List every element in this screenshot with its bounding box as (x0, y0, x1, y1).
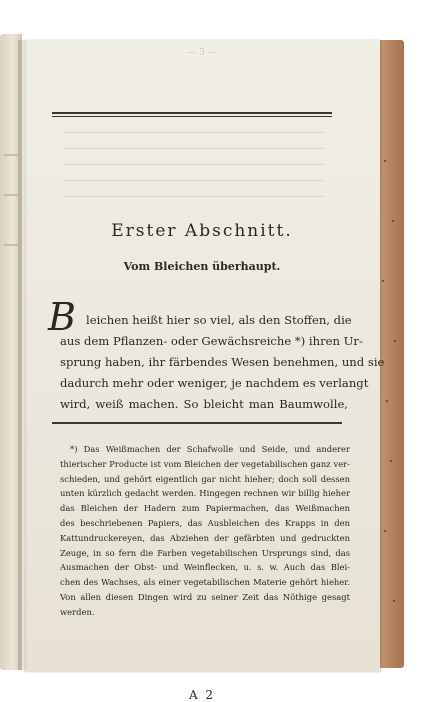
drop-cap: B (48, 295, 76, 339)
gutter-shadow (18, 40, 28, 670)
top-rule (52, 112, 332, 114)
footnote-line: *) Das Weißmachen der Schafwolle und Seide, und anderer (70, 444, 350, 454)
body-line: leichen heißt hier so viel, als den Stoffen, die (86, 313, 352, 327)
footnote-line: Zeuge, in so fern die Farben vegetabilischen Ursprungs sind, das (60, 547, 350, 558)
footnote-line: chen des Wachses, als einer vegetabilischen Materie gehört hieher. (60, 577, 350, 588)
footnote-line: Kattundruckereyen, das Abziehen der gefärbten und gedruckten (60, 532, 350, 543)
footnote-line: werden. (60, 606, 95, 617)
footnote-line: des beschriebenen Papiers, das Ausbleichen des Krapps in den (60, 517, 350, 528)
footnote-line: Von allen diesen Dingen wird zu seiner Zeit das Nöthige gesagt (60, 591, 350, 602)
section-subtitle: Vom Bleichen überhaupt. (123, 260, 281, 273)
body-line: dadurch mehr oder weniger, je nachdem es verlangt (60, 376, 369, 390)
body-line: wird, weiß machen. So bleicht man Baumwolle, (60, 397, 348, 411)
footnote-line: das Bleichen der Hadern zum Papiermachen, das Weißmachen (60, 503, 350, 514)
signature-mark: A 2 (188, 688, 216, 702)
section-title: Erster Abschnitt. (111, 221, 293, 241)
footnote-rule (52, 422, 342, 424)
body-line: aus dem Pflanzen- oder Gewächsreiche *) ihren Ur- (60, 334, 363, 348)
footnote-line: Ausmachen der Obst- und Weinflecken, u. s. w. Auch das Blei- (60, 562, 350, 573)
book-page (24, 40, 385, 702)
body-line: sprung haben, ihr färbendes Wesen benehmen, und sie (60, 355, 385, 369)
body-paragraph (60, 310, 385, 415)
footnote-line: thierischer Producte ist vom Bleichen der vegetabilischen ganz ver- (60, 458, 350, 469)
footnote (60, 442, 350, 620)
page-header-mark: — 3 — (187, 48, 217, 58)
footnote-line: unten kürzlich gedacht werden. Hingegen rechnen wir billig hieher (60, 488, 350, 499)
footnote-line: schieden, und gehört eigentlich gar nicht hieher; doch soll dessen (60, 473, 350, 484)
